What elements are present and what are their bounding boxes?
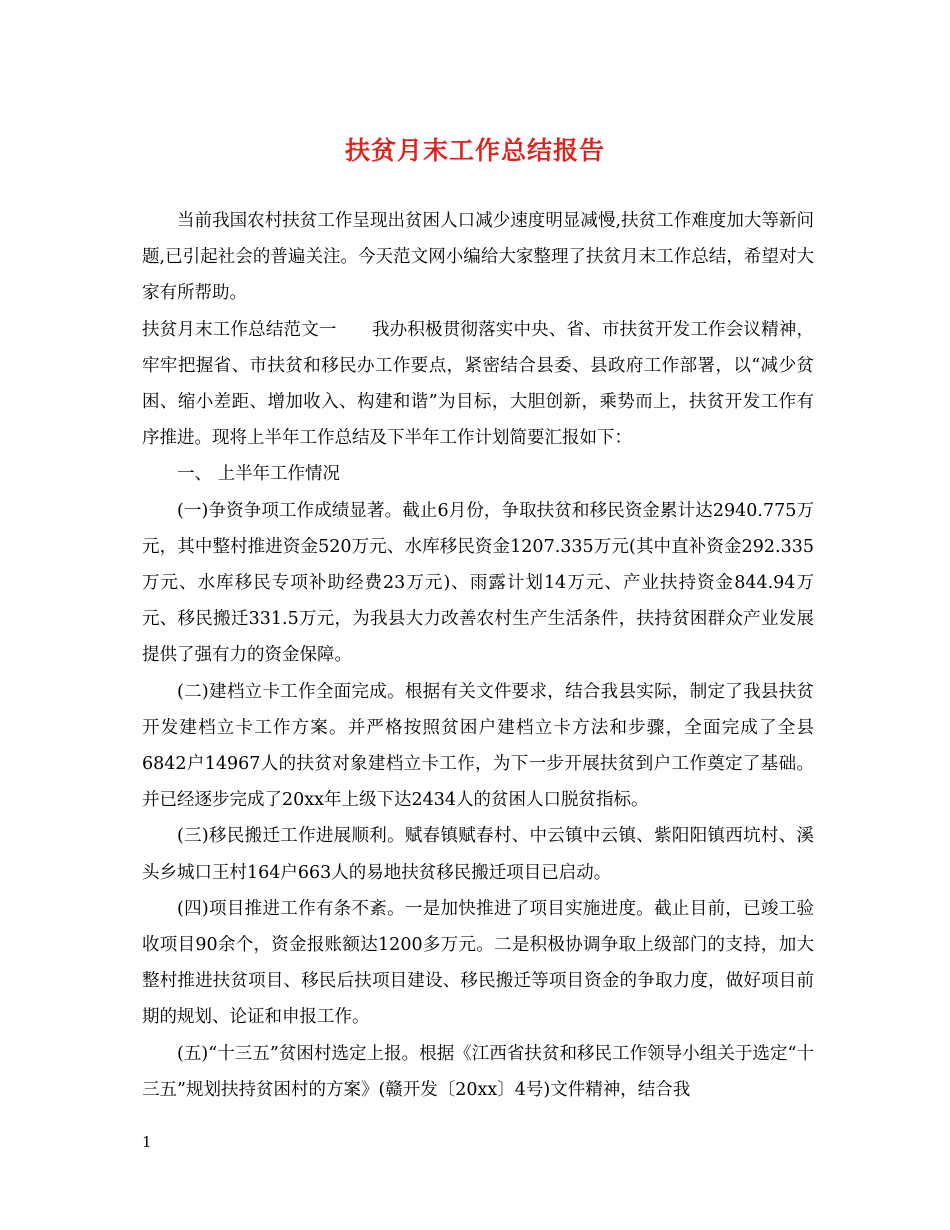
section-heading: 一、 上半年工作情况: [177, 464, 341, 485]
document-body: [142, 203, 814, 1108]
page-number: 1: [142, 1133, 152, 1151]
item-three-paragraph: (三)移民搬迁工作进展顺利。赋春镇赋春村、中云镇中云镇、紫阳阳镇西坑村、溪头乡城口王村164户663人的易地扶贫移民搬迁项目已启动。: [142, 826, 814, 883]
item-two-paragraph: (二)建档立卡工作全面完成。根据有关文件要求，结合我县实际，制定了我县扶贫开发建档立卡工作方案。并严格按照贫困户建档立卡方法和步骤，全面完成了全县6842户14967人的扶贫对象建档立卡工作，为下一步开展扶贫到户工作奠定了基础。并已经逐步完成了20xx年上级下达2434人的贫困人口脱贫指标。: [142, 681, 814, 811]
intro-paragraph: 当前我国农村扶贫工作呈现出贫困人口减少速度明显减慢,扶贫工作难度加大等新问题,已引起社会的普遍关注。今天范文网小编给大家整理了扶贫月末工作总结，希望对大家有所帮助。: [142, 211, 814, 304]
item-one-paragraph: (一)争资争项工作成绩显著。截止6月份，争取扶贫和移民资金累计达2940.775万元，其中整村推进资金520万元、水库移民资金1207.335万元(其中直补资金292.335万元、水库移民专项补助经费23万元)、雨露计划14万元、产业扶持资金844.94万元、移民搬迁331.5万元，为我县大力改善农村生产生活条件，扶持贫困群众产业发展提供了强有力的资金保障。: [142, 500, 814, 666]
sample-intro-paragraph: 扶贫月末工作总结范文一 我办积极贯彻落实中央、省、市扶贫开发工作会议精神，牢牢把握省、市扶贫和移民办工作要点，紧密结合县委、县政府工作部署，以“减少贫困、缩小差距、增加收入、构建和谐”为目标，大胆创新，乘势而上，扶贫开发工作有序推进。现将上半年工作总结及下半年工作计划简要汇报如下：: [142, 319, 814, 449]
item-four-paragraph: (四)项目推进工作有条不紊。一是加快推进了项目实施进度。截止目前，已竣工验收项目90余个，资金报账额达1200多万元。二是积极协调争取上级部门的支持，加大整村推进扶贫项目、移民后扶项目建设、移民搬迁等项目资金的争取力度，做好项目前期的规划、论证和申报工作。: [142, 898, 814, 1028]
document-title: 扶贫月末工作总结报告: [344, 136, 605, 165]
item-five-paragraph: (五)“十三五”贫困村选定上报。根据《江西省扶贫和移民工作领导小组关于选定“十三五”规划扶持贫困村的方案》(赣开发〔20xx〕4号)文件精神，结合我: [142, 1043, 814, 1100]
